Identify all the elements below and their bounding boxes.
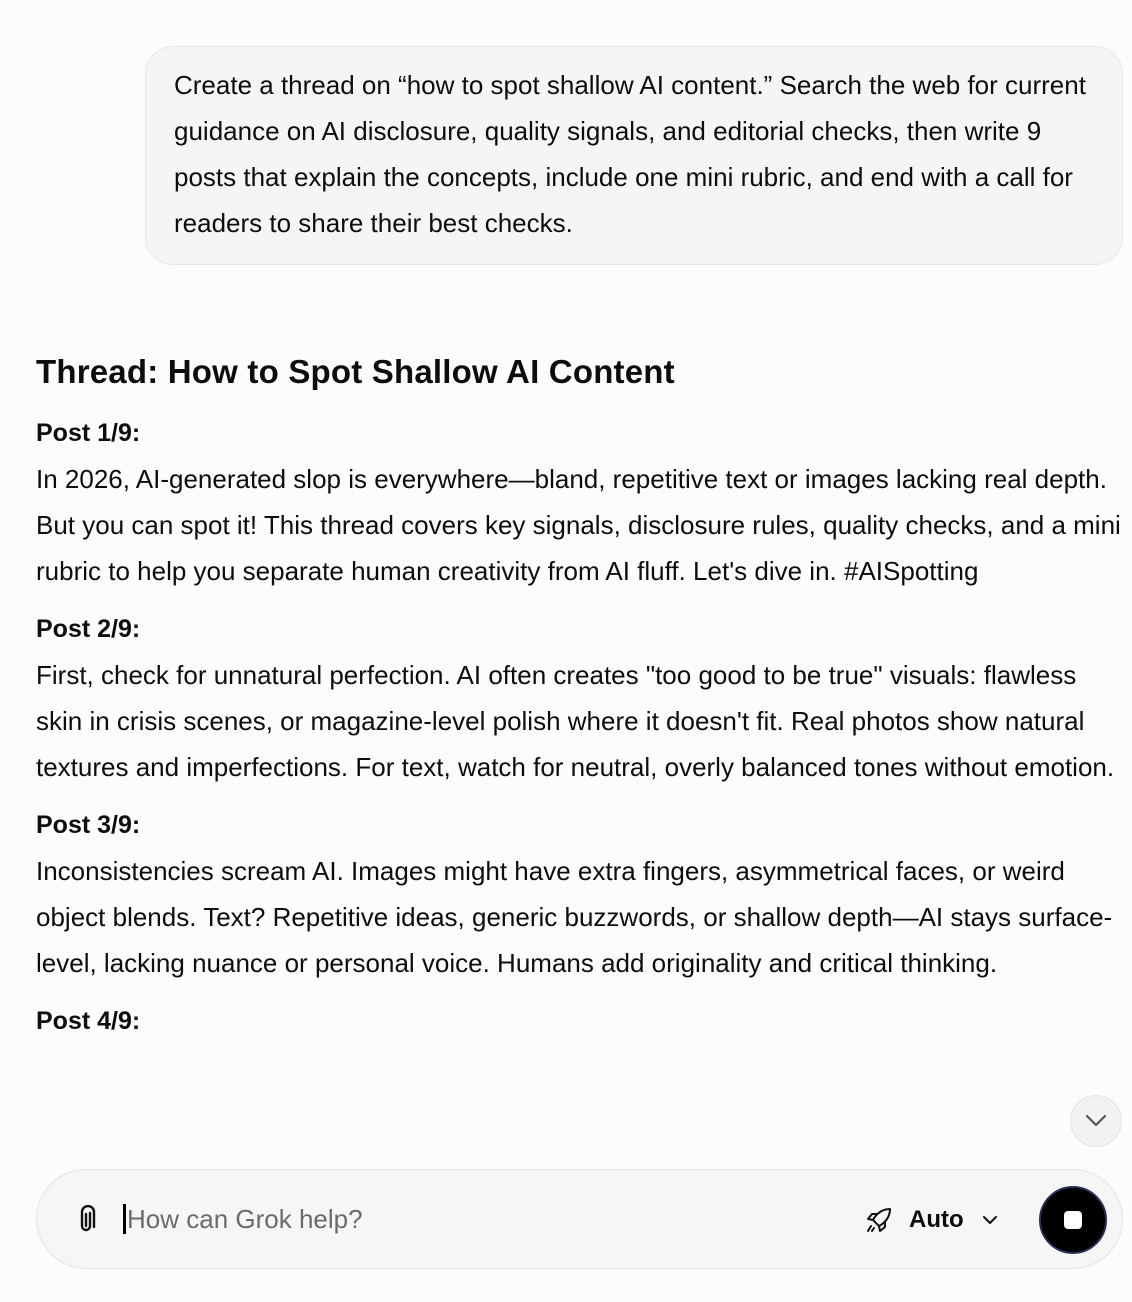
post-label: Post 1/9: — [36, 419, 141, 447]
assistant-response — [36, 346, 1121, 1056]
chevron-down-icon — [1085, 1114, 1107, 1128]
post-label: Post 3/9: — [36, 811, 141, 839]
model-selector[interactable] — [865, 1200, 998, 1240]
response-title: Thread: How to Spot Shallow AI Content — [36, 353, 675, 390]
stop-icon — [1064, 1211, 1082, 1229]
post-body: In 2026, AI-generated slop is everywhere—bland, repetitive text or images lacking real depth. But you can spot it! This thread covers key signals, disclosure rules, quality checks, and a mini rubric to help you separate human creativity from AI fluff. Let's dive in. #AISpotting — [36, 464, 1121, 586]
post-body: First, check for unnatural perfection. AI often creates "too good to be true" visuals: flawless skin in crisis scenes, or magazine-level polish where it doesn't fit. Real photos show natural textures and imperfections. For text, watch for neutral, overly balanced tones without emotion. — [36, 660, 1115, 782]
user-message-bubble — [145, 46, 1123, 265]
rocket-icon — [865, 1206, 893, 1234]
post-label: Post 4/9: — [36, 1007, 141, 1035]
scroll-to-bottom-button[interactable] — [1070, 1095, 1122, 1147]
paperclip-icon — [75, 1205, 97, 1235]
post-4 — [36, 998, 1121, 1044]
post-2 — [36, 606, 1121, 790]
prompt-input[interactable] — [127, 1204, 787, 1235]
user-message-text: Create a thread on “how to spot shallow AI content.” Search the web for current guidance on AI disclosure, quality signals, and editorial checks, then write 9 posts that explain the concepts, include one mini rubric, and end with a call for readers to share their best checks. — [174, 70, 1086, 238]
prompt-input-wrapper — [123, 1196, 823, 1242]
model-label: Auto — [909, 1206, 964, 1233]
post-body: Inconsistencies scream AI. Images might have extra fingers, asymmetrical faces, or weird object blends. Text? Repetitive ideas, generic buzzwords, or shallow depth—AI stays surface-level, lacking nuance or personal voice. Humans add originality and critical thinking. — [36, 856, 1113, 978]
post-label: Post 2/9: — [36, 615, 141, 643]
message-composer — [36, 1169, 1123, 1269]
chevron-down-icon — [982, 1215, 998, 1225]
post-3 — [36, 802, 1121, 986]
post-1 — [36, 410, 1121, 594]
stop-generation-button[interactable] — [1039, 1186, 1107, 1254]
text-caret — [123, 1204, 126, 1234]
attach-button[interactable] — [71, 1204, 101, 1236]
